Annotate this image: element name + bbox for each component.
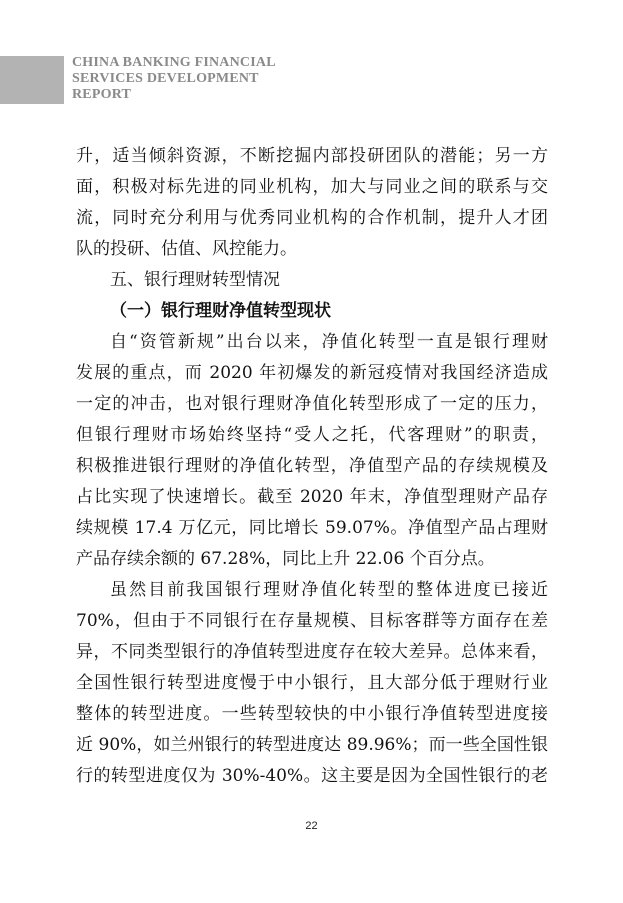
report-title-line-1: CHINA BANKING FINANCIAL bbox=[72, 55, 276, 70]
paragraph-1 bbox=[76, 141, 548, 265]
text-line: 近 90%，如兰州银行的转型进度达 89.96%；而一些全国性银 bbox=[76, 735, 548, 755]
text-line: 全国性银行转型进度慢于中小银行，且大部分低于理财行业 bbox=[76, 673, 548, 693]
subsection-heading: （一）银行理财净值转型现状 bbox=[110, 301, 331, 321]
text-line: 升，适当倾斜资源，不断挖掘内部投研团队的潜能；另一方 bbox=[76, 146, 548, 166]
page-number: 22 bbox=[305, 820, 318, 832]
text-line: 积极推进银行理财的净值化转型，净值型产品的存续规模及 bbox=[76, 456, 548, 476]
paragraph-2 bbox=[76, 327, 548, 575]
text-line: 异，不同类型银行的净值转型进度存在较大差异。总体来看， bbox=[76, 642, 548, 662]
report-title-line-3: REPORT bbox=[72, 87, 132, 102]
text-line: 占比实现了快速增长。截至 2020 年末，净值型理财产品存 bbox=[76, 487, 548, 507]
text-line: 但银行理财市场始终坚持“受人之托，代客理财”的职责， bbox=[76, 425, 548, 445]
text-line: 整体的转型进度。一些转型较快的中小银行净值转型进度接 bbox=[76, 704, 548, 724]
text-line: 面，积极对标先进的同业机构，加大与同业之间的联系与交 bbox=[76, 177, 548, 197]
text-line: 行的转型进度仅为 30%-40%。这主要是因为全国性银行的老 bbox=[76, 766, 548, 786]
text-line: 队的投研、估值、风控能力。 bbox=[76, 239, 297, 259]
text-line: 70%，但由于不同银行在存量规模、目标客群等方面存在差 bbox=[76, 611, 548, 631]
report-title-line-2: SERVICES DEVELOPMENT bbox=[72, 71, 259, 86]
text-line: 一定的冲击，也对银行理财净值化转型形成了一定的压力， bbox=[76, 394, 548, 414]
text-line: 产品存续余额的 67.28%，同比上升 22.06 个百分点。 bbox=[76, 549, 495, 569]
paragraph-3 bbox=[76, 575, 548, 792]
text-line: 续规模 17.4 万亿元，同比增长 59.07%。净值型产品占理财 bbox=[76, 518, 548, 538]
text-line: 虽然目前我国银行理财净值化转型的整体进度已接近 bbox=[110, 580, 548, 600]
body-text bbox=[76, 141, 548, 792]
text-line: 自“资管新规”出台以来，净值化转型一直是银行理财 bbox=[110, 332, 548, 352]
header-gray-block bbox=[0, 56, 64, 104]
text-line: 流，同时充分利用与优秀同业机构的合作机制，提升人才团 bbox=[76, 208, 548, 228]
report-series-title bbox=[72, 55, 332, 103]
section-heading: 五、银行理财转型情况 bbox=[110, 270, 280, 290]
text-line: 发展的重点，而 2020 年初爆发的新冠疫情对我国经济造成 bbox=[76, 363, 548, 383]
